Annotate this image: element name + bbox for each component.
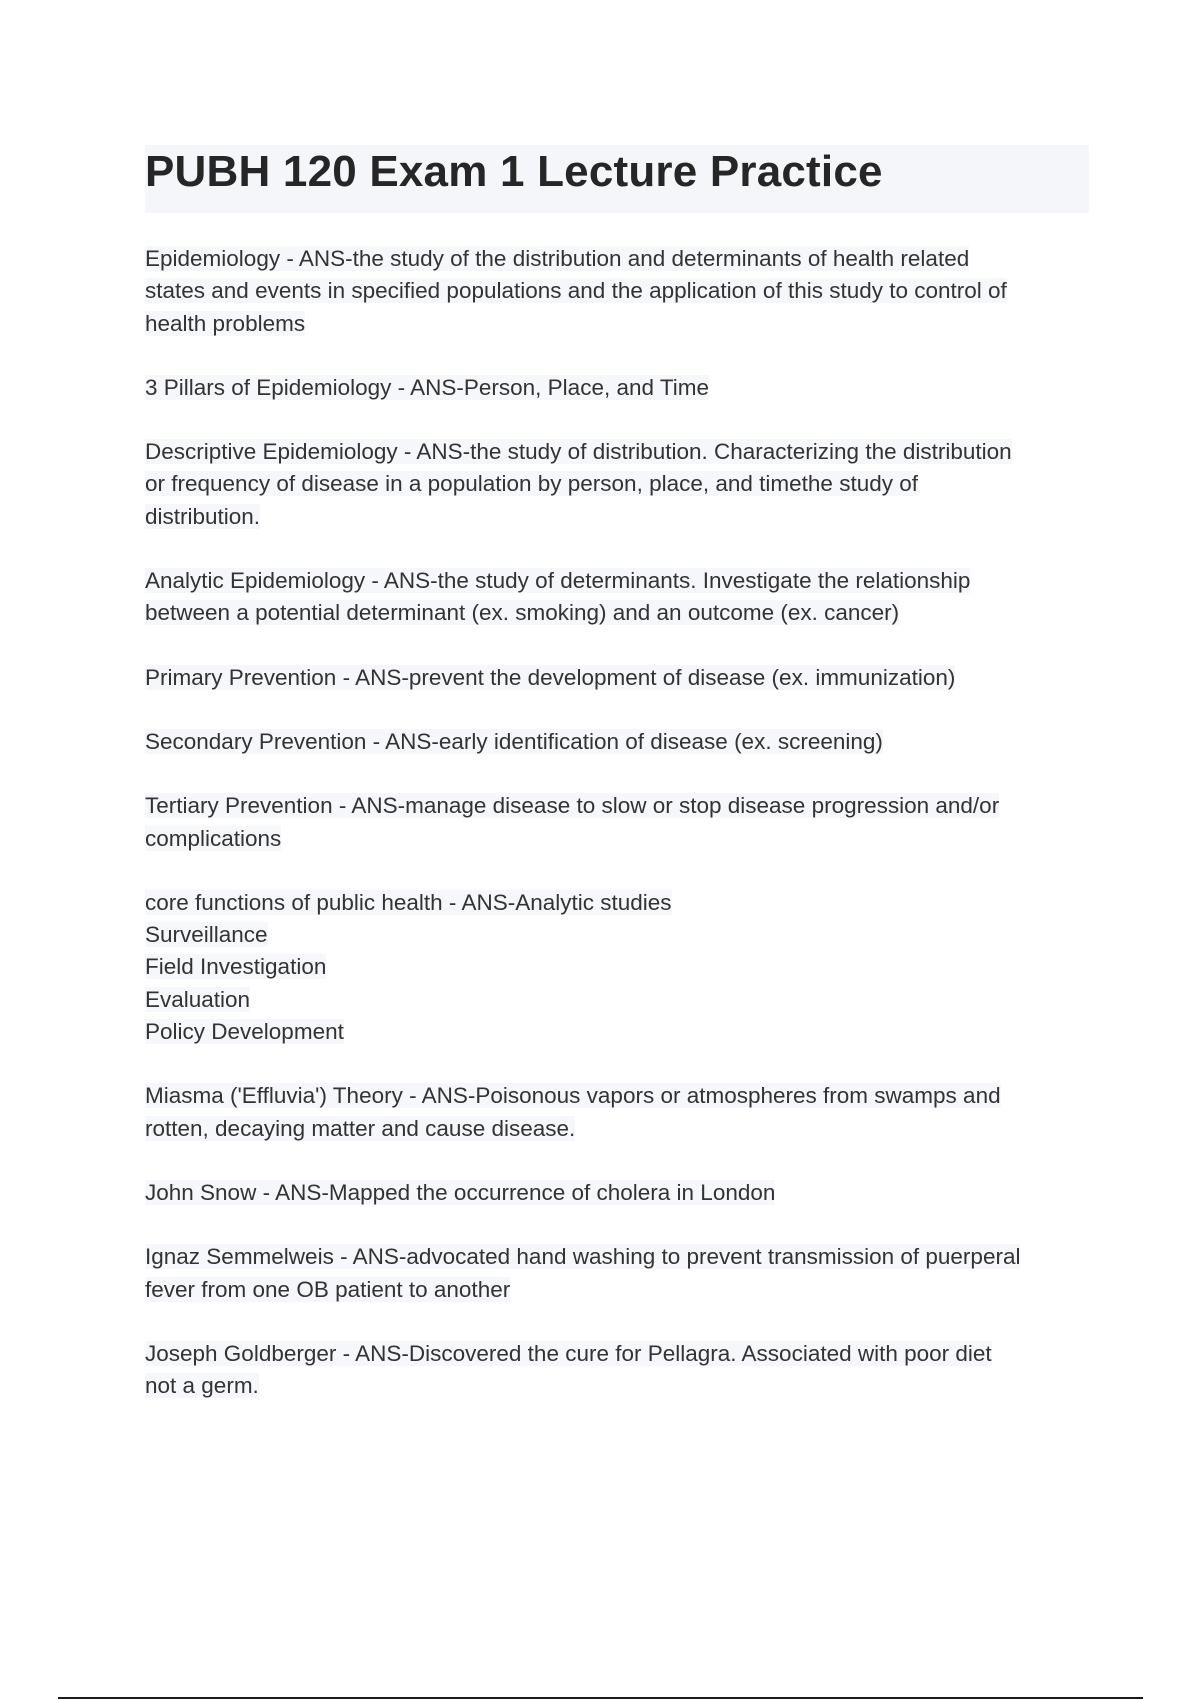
- entry-line-text: Tertiary Prevention - ANS-manage disease to slow or stop disease progression and/or: [145, 793, 1000, 819]
- page-title: PUBH 120 Exam 1 Lecture Practice: [145, 147, 883, 196]
- flashcard-entry: [145, 565, 1095, 630]
- entry-line-text: distribution.: [145, 503, 261, 529]
- entry-line: [145, 565, 1095, 597]
- entry-line-text: Primary Prevention - ANS-prevent the development of disease (ex. immunization): [145, 664, 956, 690]
- flashcard-entry: [145, 1338, 1095, 1403]
- entry-line: [145, 887, 1095, 919]
- flashcard-list: [145, 243, 1095, 1434]
- entry-line: [145, 1274, 1095, 1306]
- entry-line: [145, 919, 1095, 951]
- entry-line-text: Epidemiology - ANS-the study of the distribution and determinants of health related: [145, 246, 970, 271]
- flashcard-entry: [145, 790, 1095, 855]
- entry-line-text: Policy Development: [145, 1019, 344, 1045]
- entry-line-text: 3 Pillars of Epidemiology - ANS-Person, Place, and Time: [145, 374, 710, 400]
- entry-line-text: between a potential determinant (ex. smoking) and an outcome (ex. cancer): [145, 600, 900, 626]
- footer-divider: [58, 1697, 1143, 1699]
- entry-line-text: health problems: [145, 310, 306, 336]
- entry-line: [145, 243, 1095, 275]
- flashcard-entry: [145, 662, 1095, 694]
- entry-line-text: fever from one OB patient to another: [145, 1276, 511, 1302]
- entry-line-text: or frequency of disease in a population by person, place, and timethe study of: [145, 471, 918, 497]
- entry-line-text: Field Investigation: [145, 954, 327, 980]
- entry-line-text: Secondary Prevention - ANS-early identification of disease (ex. screening): [145, 728, 883, 754]
- flashcard-entry: [145, 1241, 1095, 1306]
- flashcard-entry: [145, 1080, 1095, 1145]
- entry-line: [145, 726, 1095, 758]
- entry-line: [145, 1016, 1095, 1048]
- entry-line: [145, 823, 1095, 855]
- entry-line-text: John Snow - ANS-Mapped the occurrence of cholera in London: [145, 1179, 776, 1205]
- entry-line-text: core functions of public health - ANS-Analytic studies: [145, 889, 672, 915]
- entry-line: [145, 951, 1095, 983]
- entry-line-text: Joseph Goldberger - ANS-Discovered the cure for Pellagra. Associated with poor diet: [145, 1340, 992, 1366]
- entry-line-text: Descriptive Epidemiology - ANS-the study of distribution. Characterizing the distribution: [145, 439, 1012, 465]
- entry-line-text: Analytic Epidemiology - ANS-the study of determinants. Investigate the relationship: [145, 568, 971, 594]
- entry-line-text: Ignaz Semmelweis - ANS-advocated hand washing to prevent transmission of puerperal: [145, 1244, 1021, 1270]
- entry-line: [145, 436, 1095, 468]
- entry-line: [145, 597, 1095, 629]
- entry-line: [145, 372, 1095, 404]
- entry-line: [145, 1177, 1095, 1209]
- entry-line: [145, 501, 1095, 533]
- entry-line: [145, 984, 1095, 1016]
- entry-line-text: Surveillance: [145, 922, 268, 948]
- flashcard-entry: [145, 436, 1095, 533]
- entry-line: [145, 1338, 1095, 1370]
- entry-line-text: rotten, decaying matter and cause disease.: [145, 1115, 576, 1141]
- entry-line: [145, 275, 1095, 307]
- entry-line-text: not a germ.: [145, 1373, 259, 1399]
- entry-line: [145, 1113, 1095, 1145]
- entry-line: [145, 308, 1095, 340]
- entry-line: [145, 1370, 1095, 1402]
- flashcard-entry: [145, 1177, 1095, 1209]
- flashcard-entry: [145, 887, 1095, 1048]
- entry-line-text: complications: [145, 825, 282, 851]
- entry-line: [145, 1080, 1095, 1112]
- entry-line: [145, 1241, 1095, 1273]
- flashcard-entry: [145, 726, 1095, 758]
- entry-line-text: states and events in specified populations and the application of this study to control of: [145, 278, 1007, 304]
- entry-line-text: Evaluation: [145, 986, 251, 1012]
- entry-line: [145, 468, 1095, 500]
- flashcard-entry: [145, 243, 1095, 340]
- entry-line: [145, 662, 1095, 694]
- entry-line: [145, 790, 1095, 822]
- flashcard-entry: [145, 372, 1095, 404]
- entry-line-text: Miasma ('Effluvia') Theory - ANS-Poisonous vapors or atmospheres from swamps and: [145, 1083, 1001, 1109]
